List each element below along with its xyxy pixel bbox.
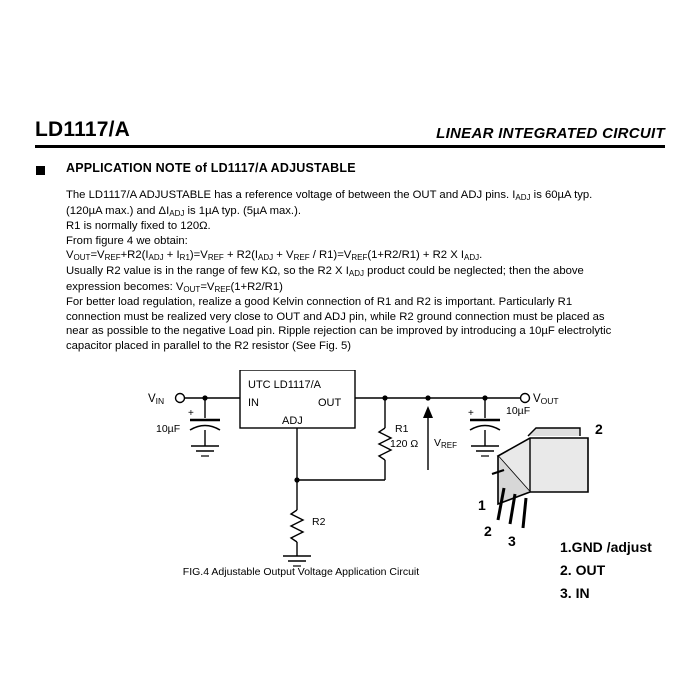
pin-legend [560, 536, 652, 605]
pin-legend-1: 1.GND /adjust [560, 539, 652, 555]
r2-label: R2 [312, 516, 326, 528]
pin-in-label: IN [248, 397, 259, 409]
section-heading: APPLICATION NOTE of LD1117/A ADJUSTABLE [66, 161, 356, 175]
figure-caption: FIG.4 Adjustable Output Voltage Application Circuit [182, 566, 420, 578]
paragraph-4: $V_{OUT}=V_{REF}+R2(I_{ADJ} + I_{R1})=V_{REF} + R2(I_{ADJ} + V_{REF} / R1)=V_{REF}(1+R2/R1) + R2$ X $I_{ADJ}$. [66, 249, 483, 263]
document-subtitle: LINEAR INTEGRATED CIRCUIT [436, 125, 665, 142]
cap-out-value: 10µF [506, 405, 531, 417]
package-label-3: 3 [508, 533, 516, 549]
r1-value: 120 Ω [390, 438, 419, 450]
paragraph-2: R1 is normally fixed to 120Ω. [66, 220, 211, 233]
paragraph-5: Usually R2 value is in the range of few KΩ, so the R2 X $I_{ADJ}$ product could be neglected; then the above expression becomes: $V_{OUT}=V_{REF}(1+R2/R1)$ [66, 264, 584, 294]
section-bullet-icon [36, 166, 45, 175]
vin-label: VIN [148, 393, 165, 406]
pin-out-label: OUT [318, 397, 342, 409]
r1-label: R1 [395, 423, 409, 435]
ic-label: UTC LD1117/A [248, 379, 321, 391]
vref-label: VREF [434, 437, 458, 450]
header-divider [35, 145, 665, 148]
paragraph-6: For better load regulation, realize a good Kelvin connection of R1 and R2 is important. Particularly R1 connection must be realized very close to OUT and ADJ pin, while R2 ground connection must be placed as near as possible to the negative Load pin. Ripple rejection can be improved by introducing a 10µF electrolytic capacitor placed in parallel to the R2 resistor (See Fig. 5) [66, 296, 612, 352]
page-header [35, 118, 665, 142]
vout-terminal [521, 394, 530, 403]
cap-out-polarity: + [468, 408, 474, 419]
cap-in-polarity: + [188, 408, 194, 419]
pin-adj-label: ADJ [282, 415, 303, 427]
package-label-2-bottom: 2 [484, 523, 492, 539]
vout-label: VOUT [533, 393, 559, 406]
package-label-1: 1 [478, 497, 486, 513]
package-label-2-top: 2 [595, 421, 603, 437]
paragraph-3: From figure 4 we obtain: [66, 234, 188, 247]
package-drawing [492, 428, 588, 528]
paragraph-1: The LD1117/A ADJUSTABLE has a reference voltage of between the OUT and ADJ pins. $I_{ADJ}$ is 60µA typ. (120µA max.) and $\Delta I_{ADJ}$ is 1µA typ. (5µA max.). [66, 189, 593, 218]
application-note-body [66, 188, 651, 354]
pin-legend-2: 2. OUT [560, 562, 606, 578]
vin-terminal [176, 394, 185, 403]
pin-legend-3: 3. IN [560, 585, 590, 601]
cap-in-value: 10µF [156, 423, 181, 435]
document-title: LD1117/A [35, 118, 130, 141]
